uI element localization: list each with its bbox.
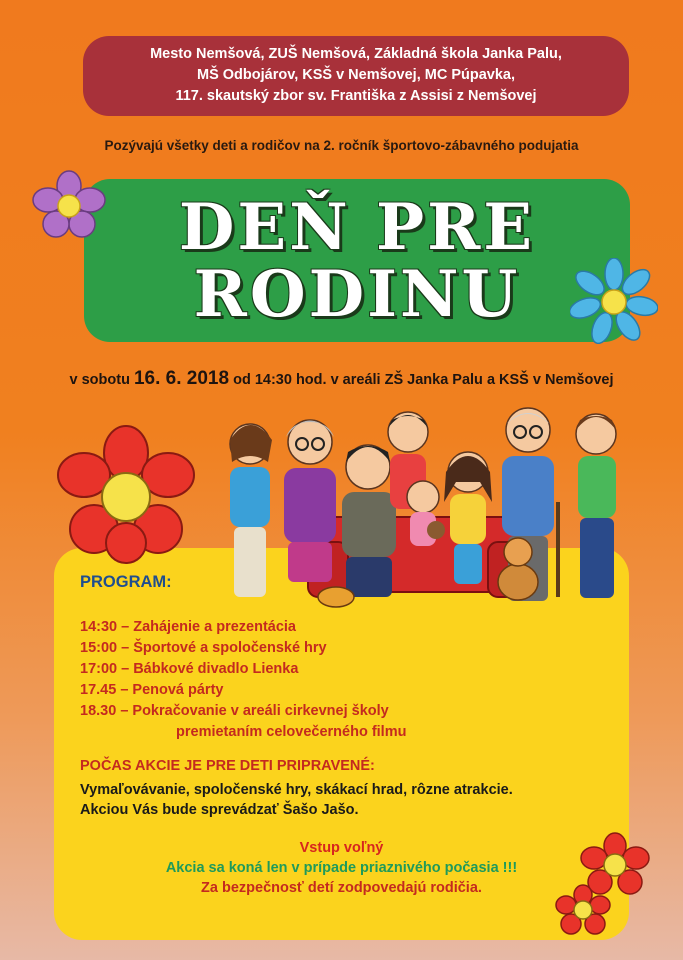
event-title-line-1: DEŇ PRE: [178, 190, 536, 265]
responsibility-notice: Za bezpečnosť detí zodpovedajú rodičia.: [201, 880, 482, 896]
date-suffix: od 14:30 hod. v areáli ZŠ Janka Palu a KSŠ v Nemšovej: [233, 372, 614, 388]
weather-notice: Akcia sa koná len v prípade priaznivého počasia !!!: [165, 860, 518, 876]
organizers-banner: [83, 36, 629, 116]
red-flower-icon: [52, 425, 200, 567]
schedule-item: 17:00 – Bábkové divadlo Lienka: [80, 661, 299, 677]
program-heading: PROGRAM:: [80, 573, 172, 591]
organizers-line-2: MŠ Odbojárov, KSŠ v Nemšovej, MC Púpavka,: [196, 67, 516, 83]
schedule-item: 15:00 – Športové a spoločenské hry: [80, 640, 327, 656]
schedule-item-continuation: premietaním celovečerného filmu: [176, 724, 407, 740]
schedule-list: [80, 617, 406, 743]
prepared-heading: POČAS AKCIE JE PRE DETI PRIPRAVENÉ:: [80, 758, 375, 774]
purple-flower-icon: [32, 170, 106, 242]
organizers-line-3: 117. skautský zbor sv. Františka z Assisi z Nemšovej: [175, 88, 537, 104]
prepared-text: [80, 780, 513, 820]
schedule-item: 17.45 – Penová párty: [80, 682, 224, 698]
prepared-line-1: Vymaľovávanie, spoločenské hry, skákací hrad, rôzne atrakcie.: [80, 782, 513, 798]
invitation-text: Pozývajú všetky deti a rodičov na 2. ročník športovo-zábavného podujatia: [104, 138, 579, 153]
event-date: 16. 6. 2018: [133, 368, 230, 389]
date-location-line: [0, 368, 683, 390]
organizers-line-1: Mesto Nemšová, ZUŠ Nemšová, Základná škola Janka Palu,: [150, 46, 562, 62]
prepared-line-2: Akciou Vás bude sprevádzať Šašo Jašo.: [80, 802, 359, 818]
schedule-item: 14:30 – Zahájenie a prezentácia: [80, 619, 296, 635]
small-red-flower-icon: [555, 884, 611, 938]
free-entry-text: Vstup voľný: [299, 840, 384, 856]
date-prefix: v sobotu: [69, 372, 130, 388]
schedule-item: 18.30 – Pokračovanie v areáli cirkevnej školy: [80, 703, 389, 719]
event-title-line-2: RODINU: [193, 257, 521, 332]
family-illustration: [218, 392, 638, 617]
blue-flower-icon: [570, 258, 658, 344]
